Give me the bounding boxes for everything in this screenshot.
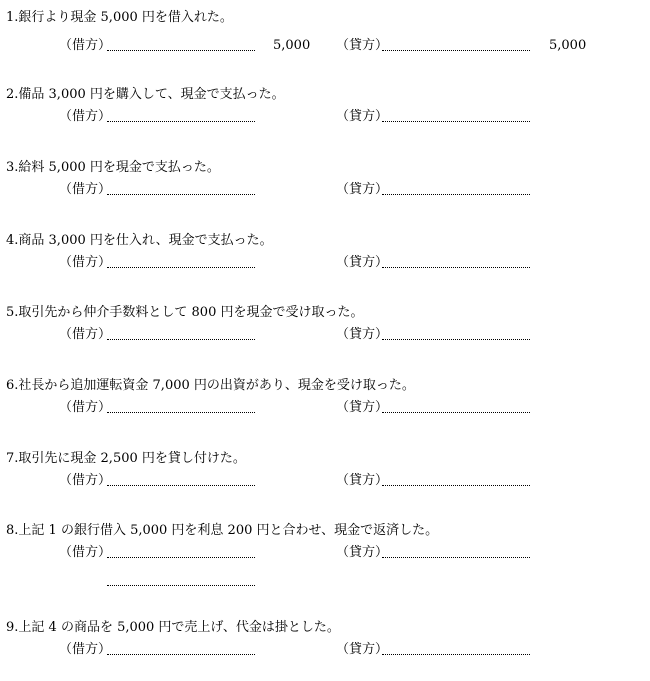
question-text: 6.社長から追加運転資金 7,000 円の出資があり、現金を受け取った。	[6, 378, 415, 393]
credit-answer-line[interactable]	[382, 50, 530, 51]
credit-label: （貸方）	[336, 182, 389, 197]
debit-answer-line[interactable]	[107, 50, 255, 51]
question-text: 7.取引先に現金 2,500 円を貸し付けた。	[6, 451, 246, 466]
question-text: 4.商品 3,000 円を仕入れ、現金で支払った。	[6, 233, 273, 248]
credit-label: （貸方）	[336, 545, 389, 560]
credit-label: （貸方）	[336, 255, 389, 270]
journal-entry	[0, 642, 650, 660]
credit-amount: 5,000	[549, 38, 587, 53]
credit-answer-line[interactable]	[382, 654, 530, 655]
credit-answer-line[interactable]	[382, 194, 530, 195]
journal-entry	[0, 255, 650, 273]
debit-answer-line[interactable]	[107, 267, 255, 268]
journal-entry	[0, 38, 650, 56]
debit-label: （借方）	[59, 255, 112, 270]
credit-label: （貸方）	[336, 327, 389, 342]
journal-entry	[0, 182, 650, 200]
credit-label: （貸方）	[336, 38, 389, 53]
debit-answer-line[interactable]	[107, 194, 255, 195]
question-text: 9.上記 4 の商品を 5,000 円で売上げ、代金は掛とした。	[6, 620, 340, 635]
debit-answer-line[interactable]	[107, 654, 255, 655]
credit-answer-line[interactable]	[382, 412, 530, 413]
credit-answer-line[interactable]	[382, 557, 530, 558]
question-text: 5.取引先から仲介手数料として 800 円を現金で受け取った。	[6, 305, 364, 320]
credit-label: （貸方）	[336, 473, 389, 488]
debit-label: （借方）	[59, 327, 112, 342]
debit-label: （借方）	[59, 38, 112, 53]
journal-entry	[0, 400, 650, 418]
credit-label: （貸方）	[336, 400, 389, 415]
credit-label: （貸方）	[336, 642, 389, 657]
credit-answer-line[interactable]	[382, 267, 530, 268]
debit-answer-line[interactable]	[107, 412, 255, 413]
question-text: 8.上記 1 の銀行借入 5,000 円を利息 200 円と合わせ、現金で返済した。	[6, 523, 439, 538]
debit-label: （借方）	[59, 109, 112, 124]
journal-entry	[0, 109, 650, 127]
journal-entry	[0, 545, 650, 563]
debit-label: （借方）	[59, 642, 112, 657]
credit-answer-line[interactable]	[382, 121, 530, 122]
journal-entry	[0, 327, 650, 345]
debit-amount: 5,000	[273, 38, 311, 53]
debit-label: （借方）	[59, 545, 112, 560]
debit-label: （借方）	[59, 182, 112, 197]
journal-entry	[0, 473, 650, 491]
debit-label: （借方）	[59, 473, 112, 488]
debit-label: （借方）	[59, 400, 112, 415]
debit-answer-line[interactable]	[107, 485, 255, 486]
debit-answer-line-2[interactable]	[107, 585, 255, 586]
debit-answer-line[interactable]	[107, 557, 255, 558]
question-text: 3.給料 5,000 円を現金で支払った。	[6, 160, 220, 175]
debit-answer-line[interactable]	[107, 339, 255, 340]
credit-answer-line[interactable]	[382, 485, 530, 486]
journal-entry-extra	[0, 573, 650, 591]
credit-label: （貸方）	[336, 109, 389, 124]
credit-answer-line[interactable]	[382, 339, 530, 340]
question-text: 1.銀行より現金 5,000 円を借入れた。	[6, 10, 233, 25]
debit-answer-line[interactable]	[107, 121, 255, 122]
question-text: 2.備品 3,000 円を購入して、現金で支払った。	[6, 87, 285, 102]
